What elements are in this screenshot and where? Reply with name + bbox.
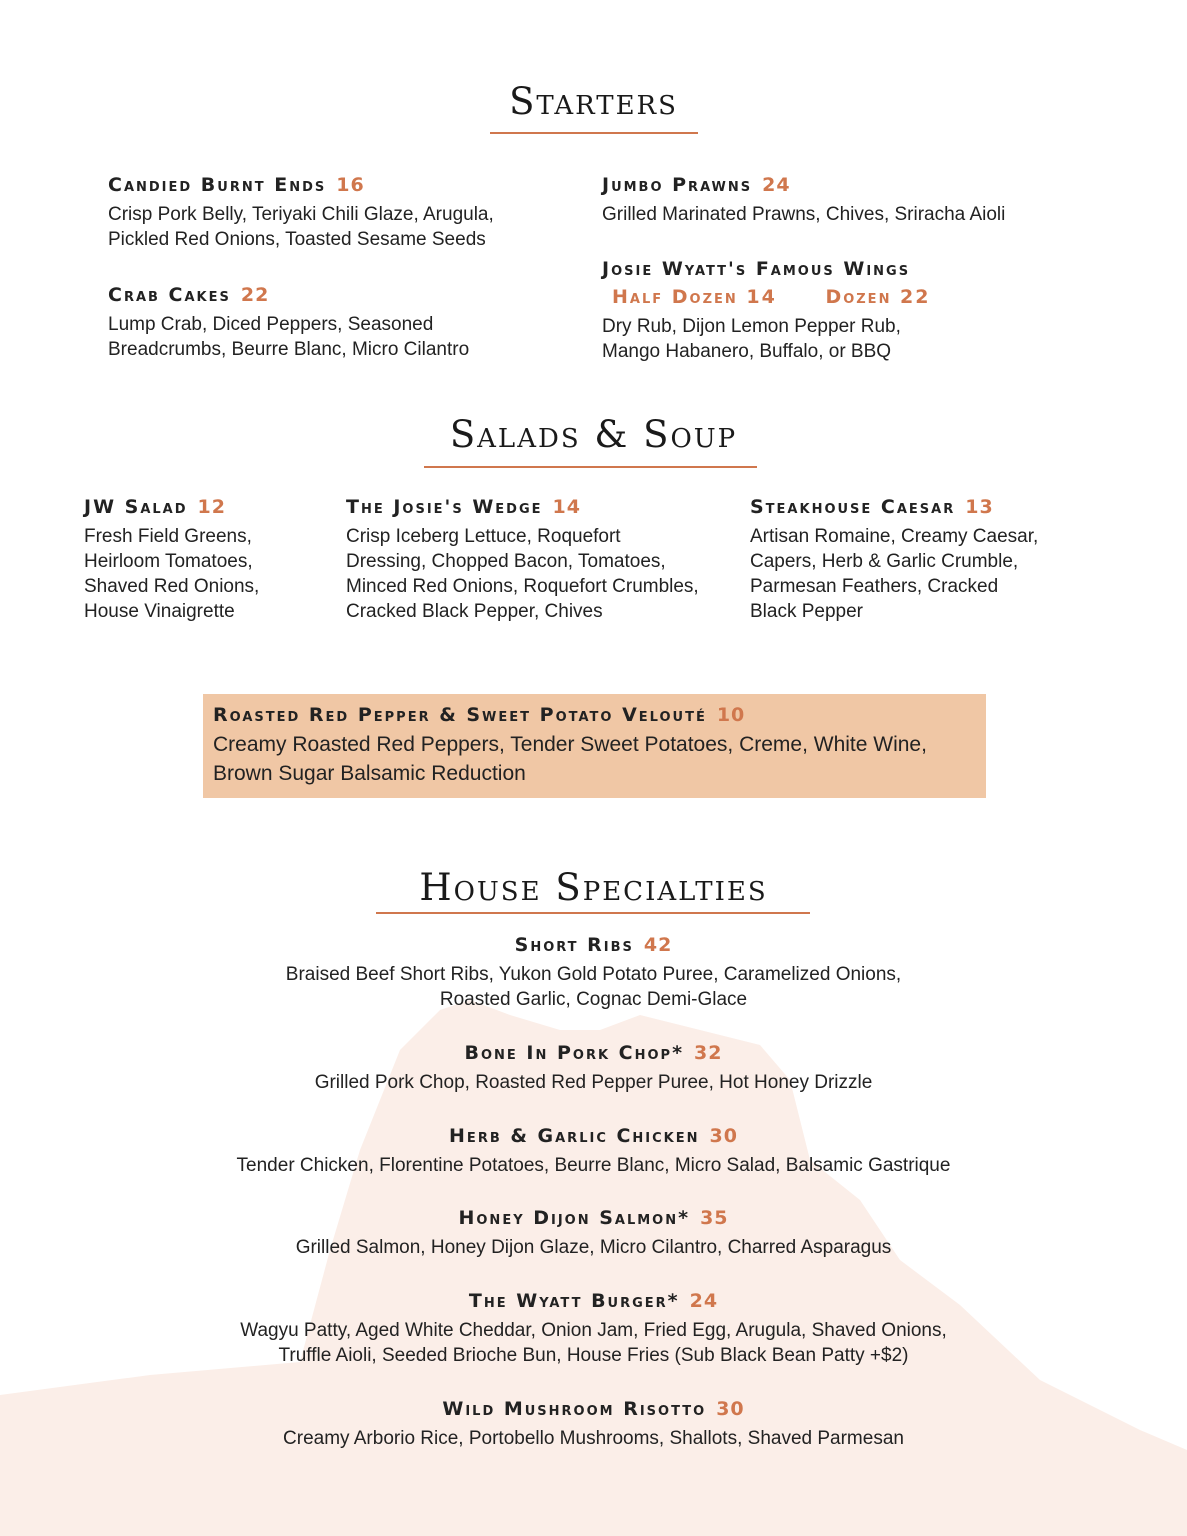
item-price: 14 (552, 496, 581, 518)
item-description: Grilled Salmon, Honey Dijon Glaze, Micro Cilantro, Charred Asparagus (295, 1237, 892, 1258)
half-dozen-price: Half Dozen 14 (612, 286, 777, 308)
item-price: 32 (694, 1042, 723, 1064)
item-price: 30 (709, 1125, 738, 1147)
item-price: 24 (689, 1290, 719, 1312)
item-name: Short Ribs 42 (514, 934, 673, 956)
salads-underline (424, 466, 757, 468)
item-name: Candied Burnt Ends 16 (108, 174, 365, 196)
starters-title: Starters (509, 80, 678, 123)
dozen-price: Dozen 22 (825, 286, 931, 308)
item-description: Dry Rub, Dijon Lemon Pepper Rub, Mango Habanero, Buffalo, or BBQ (602, 316, 901, 362)
menu-item-wild-mushroom-risotto (0, 1398, 1187, 1451)
starters-underline (490, 132, 698, 134)
item-name: Herb & Garlic Chicken 30 (449, 1125, 738, 1147)
item-description: Crisp Iceberg Lettuce, Roquefort Dressing, Chopped Bacon, Tomatoes, Minced Red Onions, Roquefort Crumbles, Cracked Black Pepper, Chives (346, 526, 699, 622)
menu-item-crab-cakes (108, 284, 568, 362)
item-name: Jumbo Prawns 24 (602, 174, 791, 196)
menu-item-jumbo-prawns (602, 174, 1062, 227)
item-name: Steakhouse Caesar 13 (750, 496, 994, 518)
item-price: 13 (965, 496, 994, 518)
menu-item-candied-burnt-ends (108, 174, 568, 252)
item-description: Fresh Field Greens, Heirloom Tomatoes, Shaved Red Onions, House Vinaigrette (84, 526, 260, 622)
item-price: 22 (240, 284, 270, 306)
item-name: Josie Wyatt's Famous Wings (602, 258, 911, 280)
item-price: 24 (762, 174, 791, 196)
item-description: Artisan Romaine, Creamy Caesar, Capers, Herb & Garlic Crumble, Parmesan Feathers, Cracked Black Pepper (750, 526, 1039, 622)
item-name: Crab Cakes 22 (108, 284, 270, 306)
menu-item-jw-salad (84, 496, 334, 624)
menu-item-short-ribs (0, 934, 1187, 1012)
menu-item-herb-garlic-chicken (0, 1125, 1187, 1178)
house-specialties-underline (376, 912, 810, 914)
item-description: Grilled Marinated Prawns, Chives, Sriracha Aioli (602, 204, 1006, 225)
item-price: 35 (700, 1207, 729, 1229)
menu-item-josies-wedge (346, 496, 736, 624)
item-price: 42 (643, 934, 673, 956)
item-name: The Wyatt Burger* 24 (468, 1290, 719, 1312)
house-specialties-title: House Specialties (419, 866, 768, 909)
item-price: 16 (336, 174, 365, 196)
salads-title: Salads & Soup (449, 413, 738, 456)
item-description: Lump Crab, Diced Peppers, Seasoned Breadcrumbs, Beurre Blanc, Micro Cilantro (108, 314, 470, 360)
item-name: Bone In Pork Chop* 32 (464, 1042, 723, 1064)
wing-prices (602, 286, 1082, 308)
item-description: Grilled Pork Chop, Roasted Red Pepper Puree, Hot Honey Drizzle (314, 1072, 873, 1093)
soup-description: Creamy Roasted Red Peppers, Tender Sweet Potatoes, Creme, White Wine, Brown Sugar Balsamic Reduction (213, 733, 927, 785)
item-price: 12 (197, 496, 226, 518)
menu-item-bone-in-pork-chop (0, 1042, 1187, 1095)
menu-item-famous-wings (602, 258, 1082, 364)
soup-feature-box (203, 694, 986, 798)
menu-item-wyatt-burger (0, 1290, 1187, 1368)
menu-item-steakhouse-caesar (750, 496, 1150, 624)
item-description: Wagyu Patty, Aged White Cheddar, Onion Jam, Fried Egg, Arugula, Shaved Onions, Truffle Aioli, Seeded Brioche Bun, House Fries (Sub Black Bean Patty +$2) (240, 1320, 947, 1366)
soup-name: Roasted Red Pepper & Sweet Potato Velouté 10 (213, 704, 746, 726)
item-name: The Josie's Wedge 14 (346, 496, 581, 518)
item-description: Creamy Arborio Rice, Portobello Mushrooms, Shallots, Shaved Parmesan (283, 1428, 904, 1449)
item-price: 30 (716, 1398, 745, 1420)
item-description: Crisp Pork Belly, Teriyaki Chili Glaze, Arugula, Pickled Red Onions, Toasted Sesame Seeds (108, 204, 494, 250)
menu-item-honey-dijon-salmon (0, 1207, 1187, 1260)
item-description: Tender Chicken, Florentine Potatoes, Beurre Blanc, Micro Salad, Balsamic Gastrique (236, 1155, 951, 1176)
item-name: JW Salad 12 (84, 496, 226, 518)
item-description: Braised Beef Short Ribs, Yukon Gold Potato Puree, Caramelized Onions, Roasted Garlic, Cognac Demi-Glace (285, 964, 902, 1010)
item-name: Honey Dijon Salmon* 35 (458, 1207, 729, 1229)
soup-price: 10 (716, 704, 746, 726)
item-name: Wild Mushroom Risotto 30 (442, 1398, 745, 1420)
